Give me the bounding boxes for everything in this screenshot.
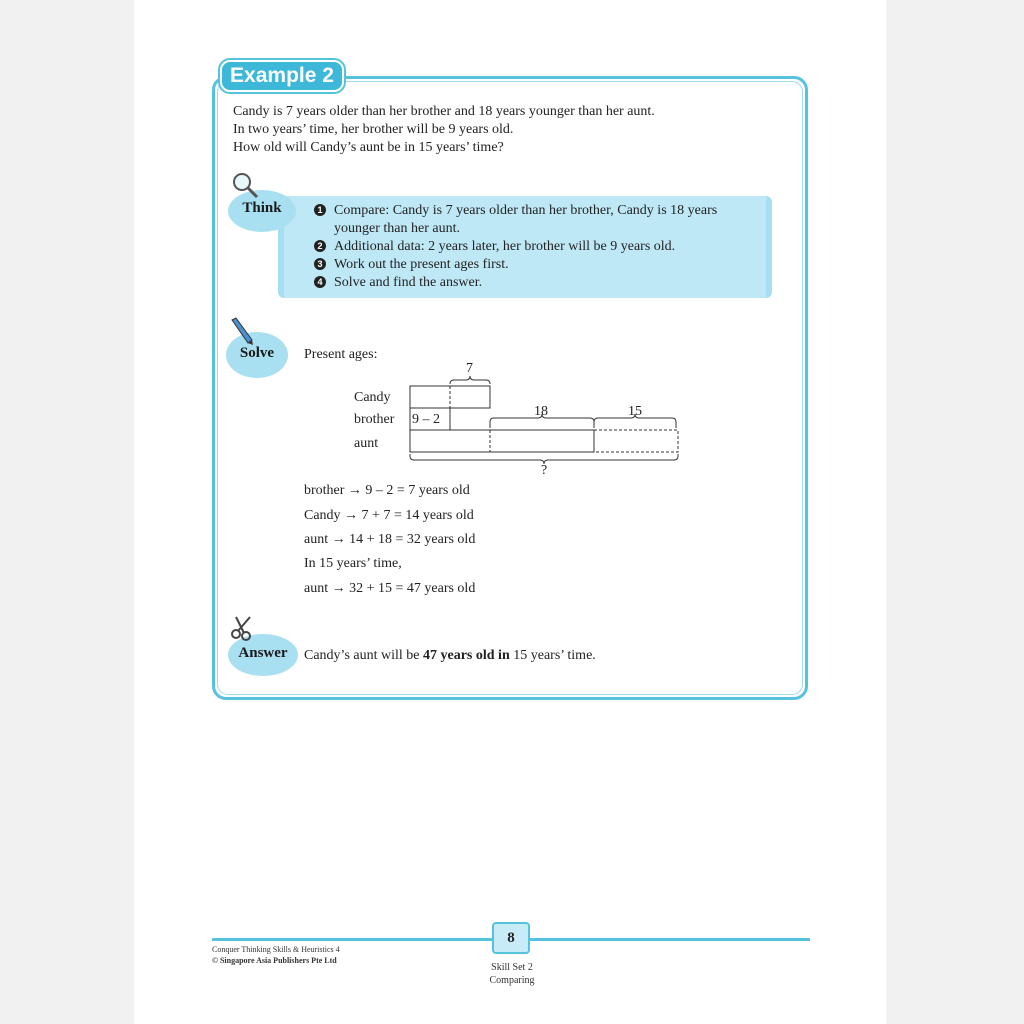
step-number: 1 [314,204,326,216]
pencil-icon [226,316,256,346]
model-name-candy: Candy [354,390,391,405]
model-label-total: ? [541,463,548,478]
copyright: © Singapore Asia Publishers Pte Ltd [212,956,337,965]
think-step-2 [314,238,675,256]
answer-text [304,647,596,665]
problem-line: How old will Candy’s aunt be in 15 years’ time? [233,140,504,155]
step-text: Additional data: 2 years later, her brother will be 9 years old. [334,239,676,254]
model-name-aunt: aunt [354,436,379,451]
answer-text-end: 15 years’ time. [509,648,596,663]
solve-intro: Present ages: [304,347,378,362]
answer-label: Answer [238,645,288,661]
section-line-1: Skill Set 2 [491,962,533,973]
think-step-4 [314,274,482,292]
step-number: 2 [314,240,326,252]
model-label-18: 18 [534,404,548,419]
think-step-1 [314,202,717,220]
magnifier-icon [230,170,260,200]
think-step-1-cont: younger than her aunt. [334,221,460,236]
model-label-15: 15 [628,404,642,419]
solve-label: Solve [239,345,275,361]
step-number: 4 [314,276,326,288]
step-text: Work out the present ages first. [334,257,509,272]
working-line: aunt → 32 + 15 = 47 years old [304,581,476,596]
answer-text-bold: 47 years old in [423,648,510,663]
step-text: Compare: Candy is 7 years older than her brother, Candy is 18 years [334,203,718,218]
problem-line: In two years’ time, her brother will be 9 years old. [233,122,514,137]
footer-section [471,961,553,987]
footer-credits [212,944,340,966]
section-line-2: Comparing [489,975,535,986]
problem-line: Candy is 7 years older than her brother and 18 years younger than her aunt. [233,104,655,119]
step-text: Solve and find the answer. [334,275,483,290]
model-name-brother: brother [354,412,395,427]
think-label: Think [242,200,282,216]
model-brother-box-text: 9 – 2 [412,412,440,427]
answer-text-start: Candy’s aunt will be [304,648,423,663]
step-number: 3 [314,258,326,270]
scissors-icon [228,614,256,642]
page-number: 8 [492,922,530,954]
model-label-7: 7 [466,361,473,376]
working-line: brother → 9 – 2 = 7 years old [304,483,470,498]
problem-statement [233,103,655,157]
working-line: Candy → 7 + 7 = 14 years old [304,508,474,523]
think-step-3 [314,256,509,274]
aunt-bar [410,430,594,452]
example-title: Example 2 [220,60,344,92]
book-title: Conquer Thinking Skills & Heuristics 4 [212,945,340,954]
working-line: In 15 years’ time, [304,556,402,571]
aunt-future-bar [594,430,678,452]
working-line: aunt → 14 + 18 = 32 years old [304,532,476,547]
